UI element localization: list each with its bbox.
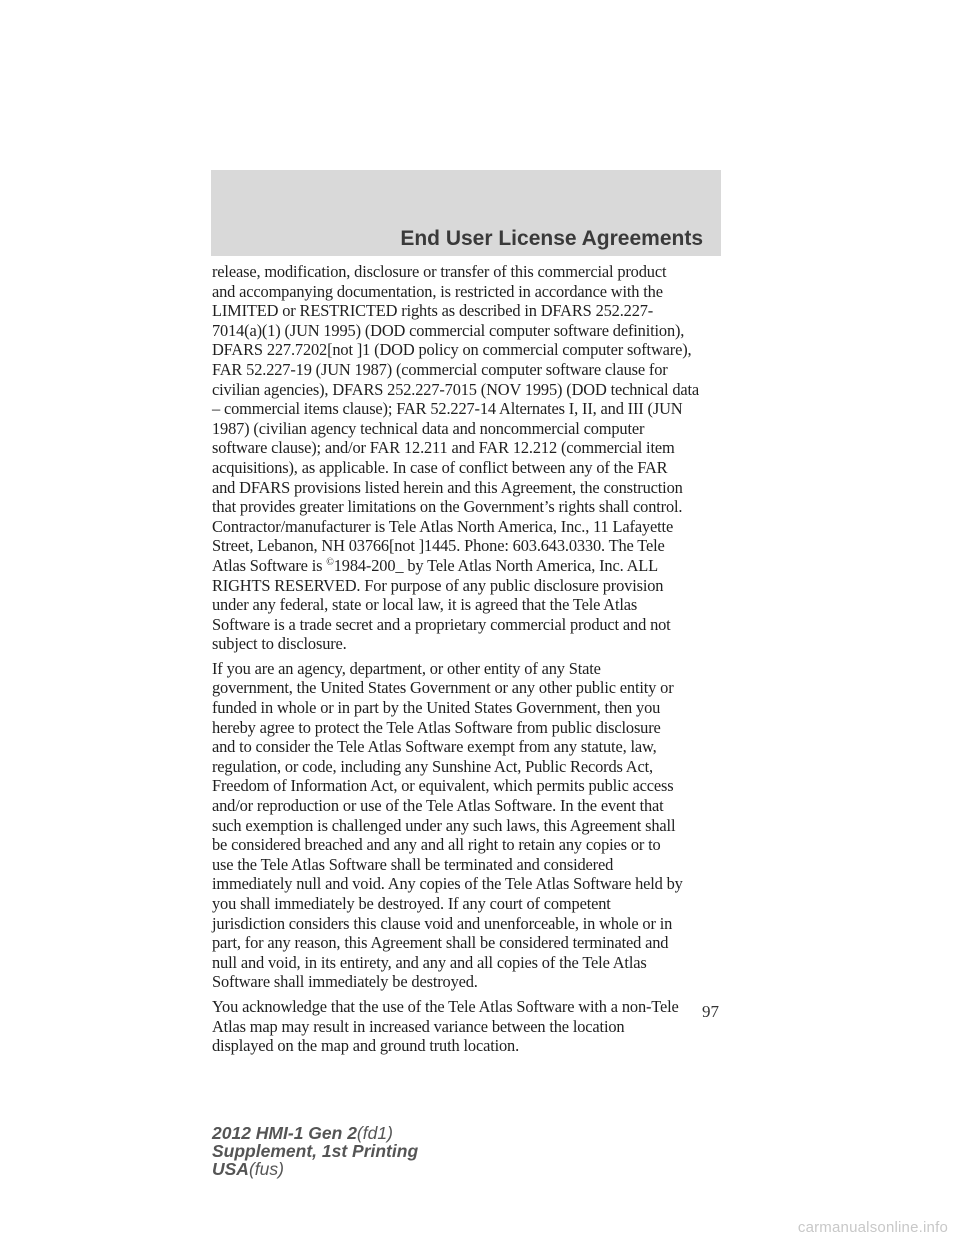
text-line: and DFARS provisions listed herein and this Agreement, the construction <box>212 477 683 497</box>
text-line: release, modification, disclosure or transfer of this commercial product <box>212 262 667 281</box>
text-line: funded in whole or in part by the United States Government, then you <box>212 698 661 718</box>
text-line: government, the United States Government or any other public entity or <box>212 678 674 698</box>
text-line: under any federal, state or local law, it is agreed that the Tele Atlas <box>212 595 638 615</box>
text-line: hereby agree to protect the Tele Atlas Software from public disclosure <box>212 717 661 737</box>
section-title: End User License Agreements <box>400 227 703 250</box>
text-line: be considered breached and any and all right to retain any copies or to <box>212 835 661 855</box>
copyright-symbol: © <box>326 556 334 568</box>
text-line: regulation, or code, including any Sunshine Act, Public Records Act, <box>212 756 653 776</box>
text-line: and to consider the Tele Atlas Software exempt from any statute, law, <box>212 737 657 757</box>
section-header-band <box>211 170 721 256</box>
text-line: 7014(a)(1) (JUN 1995) (DOD commercial computer software definition), <box>212 320 685 340</box>
footer-line-region <box>212 1160 418 1178</box>
text-line: part, for any reason, this Agreement shall be considered terminated and <box>212 933 669 953</box>
paragraph-restricted-rights <box>212 262 732 654</box>
text-line: and/or reproduction or use of the Tele Atlas Software. In the event that <box>212 796 664 816</box>
page-number: 97 <box>702 1002 719 1021</box>
text-line: If you are an agency, department, or other entity of any State <box>212 658 601 678</box>
text-line: RIGHTS RESERVED. For purpose of any public disclosure provision <box>212 575 664 595</box>
text-line: LIMITED or RESTRICTED rights as described in DFARS 252.227- <box>212 301 654 321</box>
text-line: and accompanying documentation, is restricted in accordance with the <box>212 281 663 301</box>
text-line: You acknowledge that the use of the Tele Atlas Software with a non-Tele <box>212 996 679 1016</box>
text-line: Atlas map may result in increased variance between the location <box>212 1016 625 1036</box>
paragraph-map-variance <box>212 997 732 1056</box>
text-line: displayed on the map and ground truth location. <box>212 1036 520 1056</box>
text-line: immediately null and void. Any copies of the Tele Atlas Software held by <box>212 874 683 894</box>
text-line: null and void, in its entirety, and any and all copies of the Tele Atlas <box>212 952 647 972</box>
copyright-line-after: 1984-200_ by Tele Atlas North America, Inc. ALL <box>333 555 658 575</box>
text-line: software clause); and/or FAR 12.211 and FAR 12.212 (commercial item <box>212 438 675 458</box>
text-line: Freedom of Information Act, or equivalent, which permits public access <box>212 776 674 796</box>
paragraph-government-entity <box>212 659 732 992</box>
footer-printing: Supplement, 1st Printing <box>212 1141 419 1161</box>
text-line: Street, Lebanon, NH 03766[not ]1445. Phone: 603.643.0330. The Tele <box>212 536 665 556</box>
copyright-line-before: Atlas Software is <box>212 555 327 575</box>
footer-model: 2012 HMI-1 Gen 2 <box>212 1123 357 1143</box>
text-line: Software shall immediately be destroyed. <box>212 972 478 992</box>
text-line: you shall immediately be destroyed. If any court of competent <box>212 894 611 913</box>
text-line: subject to disclosure. <box>212 634 347 654</box>
text-line: that provides greater limitations on the Government’s rights shall control. <box>212 497 683 517</box>
text-line: Software is a trade secret and a proprietary commercial product and not <box>212 614 671 634</box>
text-line: Contractor/manufacturer is Tele Atlas North America, Inc., 11 Lafayette <box>212 516 674 536</box>
footer-line-printing <box>212 1142 418 1160</box>
text-line: 1987) (civilian agency technical data and noncommercial computer <box>212 418 645 438</box>
footer-line-model <box>212 1124 418 1142</box>
text-line: – commercial items clause); FAR 52.227-14 Alternates I, II, and III (JUN <box>212 399 683 419</box>
text-line: FAR 52.227-19 (JUN 1987) (commercial computer software clause for <box>212 359 668 379</box>
text-line: acquisitions), as applicable. In case of conflict between any of the FAR <box>212 457 668 477</box>
body-text <box>212 262 732 1061</box>
text-line: DFARS 227.7202[not ]1 (DOD policy on commercial computer software), <box>212 340 692 360</box>
footer-region-code: (fus) <box>248 1159 284 1179</box>
site-watermark: carmanualsonline.info <box>797 1219 948 1236</box>
text-line: use the Tele Atlas Software shall be terminated and considered <box>212 854 614 874</box>
footer-region: USA <box>212 1159 249 1179</box>
copyright-line <box>212 556 732 576</box>
footer-model-code: (fd1) <box>356 1123 393 1143</box>
text-line: such exemption is challenged under any such laws, this Agreement shall <box>212 815 676 835</box>
text-line: jurisdiction considers this clause void and unenforceable, in whole or in <box>212 913 673 933</box>
print-footer <box>212 1124 418 1178</box>
text-line: civilian agencies), DFARS 252.227-7015 (NOV 1995) (DOD technical data <box>212 379 700 399</box>
